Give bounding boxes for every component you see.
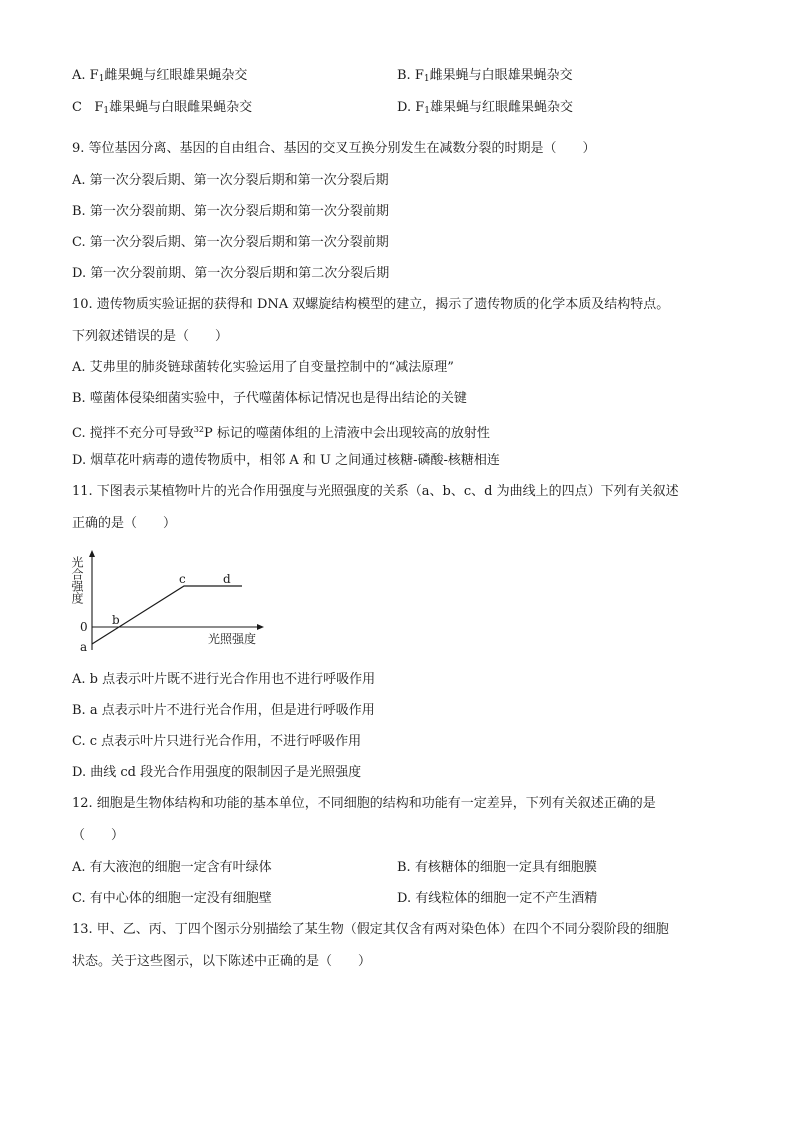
q8-option-a-subscript: 1 [98,74,105,84]
origin-zero-label: 0 [80,620,88,634]
q10-option-c-prefix: C. 搅拌不充分可导致 [72,426,194,441]
q8-option-c-text: 雄果蝇与白眼雌果蝇杂交 [109,100,253,115]
q10-option-c [72,421,490,443]
q9-option-d: D. 第一次分裂前期、第一次分裂后期和第二次分裂后期 [72,266,390,281]
q8-option-d [397,99,573,120]
q8-option-d-subscript: 1 [424,106,430,116]
q10-option-c-text: P 标记的噬菌体组的上清液中会出现较高的放射性 [203,426,490,441]
q11-stem-line1: 11. 下图表示某植物叶片的光合作用强度与光照强度的关系（a、b、c、d 为曲线上的四点）下列有关叙述 [72,484,679,499]
q11-option-c: C. c 点表示叶片只进行光合作用，不进行呼吸作用 [72,734,362,749]
q8-option-b [397,67,573,88]
light-photosynthesis-graph [72,548,272,656]
q12-option-a: A. 有大液泡的细胞一定含有叶绿体 [72,860,272,875]
q11-option-b: B. a 点表示叶片不进行光合作用，但是进行呼吸作用 [72,703,375,718]
q10-stem-line1: 10. 遗传物质实验证据的获得和 DNA 双螺旋结构模型的建立，揭示了遗传物质的化学本质及结构特点。 [72,297,670,312]
q11-option-d: D. 曲线 cd 段光合作用强度的限制因子是光照强度 [72,765,362,780]
q10-option-c-superscript: 32 [193,425,204,434]
q9-stem: 9. 等位基因分离、基因的自由组合、基因的交叉互换分别发生在减数分裂的时期是（ ） [72,141,596,156]
q12-stem-line1: 12. 细胞是生物体结构和功能的基本单位，不同细胞的结构和功能有一定差异，下列有关叙述正确的是 [72,796,656,811]
q8-option-c [72,99,252,120]
x-axis-label: 光照强度 [208,632,257,646]
q9-option-c: C. 第一次分裂后期、第一次分裂后期和第一次分裂前期 [72,235,389,250]
q8-option-b-text: 雌果蝇与白眼雄果蝇杂交 [429,68,573,83]
q11-stem-line2: 正确的是（ ） [72,516,177,531]
q8-option-a-text: 雌果蝇与红眼雄果蝇杂交 [104,68,248,83]
q8-option-c-subscript: 1 [103,106,110,116]
point-a-label: a [80,640,88,654]
q12-option-b: B. 有核糖体的细胞一定具有细胞膜 [397,860,597,875]
q10-option-b: B. 噬菌体侵染细菌实验中，子代噬菌体标记情况也是得出结论的关键 [72,391,467,406]
point-c-label: c [179,572,186,586]
q8-option-b-subscript: 1 [423,74,430,84]
q8-option-c-prefix: C F [72,100,104,115]
point-d-label: d [223,572,231,586]
q8-option-a-prefix: A. F [72,68,99,83]
q12-stem-line2: （ ） [72,828,125,843]
q10-stem-line2: 下列叙述错误的是（ ） [72,329,229,344]
q8-option-d-prefix: D. F [397,100,425,115]
x-axis-arrow [257,624,264,630]
q8-option-a [72,67,247,88]
q9-option-a: A. 第一次分裂后期、第一次分裂后期和第一次分裂后期 [72,173,389,188]
q13-stem-line2: 状态。关于这些图示，以下陈述中正确的是（ ） [72,954,372,969]
q9-option-b: B. 第一次分裂前期、第一次分裂后期和第一次分裂前期 [72,204,389,219]
point-b-label: b [112,613,120,627]
q10-option-a: A. 艾弗里的肺炎链球菌转化实验运用了自变量控制中的“减法原理” [72,360,454,375]
q13-stem-line1: 13. 甲、乙、丙、丁四个图示分别描绘了某生物（假定其仅含有两对染色体）在四个不同分裂阶段的细胞 [72,922,669,937]
y-axis-arrow [89,550,95,557]
q12-option-c: C. 有中心体的细胞一定没有细胞壁 [72,891,272,906]
q10-option-d: D. 烟草花叶病毒的遗传物质中，相邻 A 和 U 之间通过核糖-磷酸-核糖相连 [72,453,500,468]
y-axis-label: 光合强度 [70,556,84,604]
q12-option-d: D. 有线粒体的细胞一定不产生酒精 [397,891,598,906]
q8-option-d-text: 雄果蝇与红眼雌果蝇杂交 [429,100,573,115]
q11-option-a: A. b 点表示叶片既不进行光合作用也不进行呼吸作用 [72,672,376,687]
q8-option-b-prefix: B. F [397,68,424,83]
